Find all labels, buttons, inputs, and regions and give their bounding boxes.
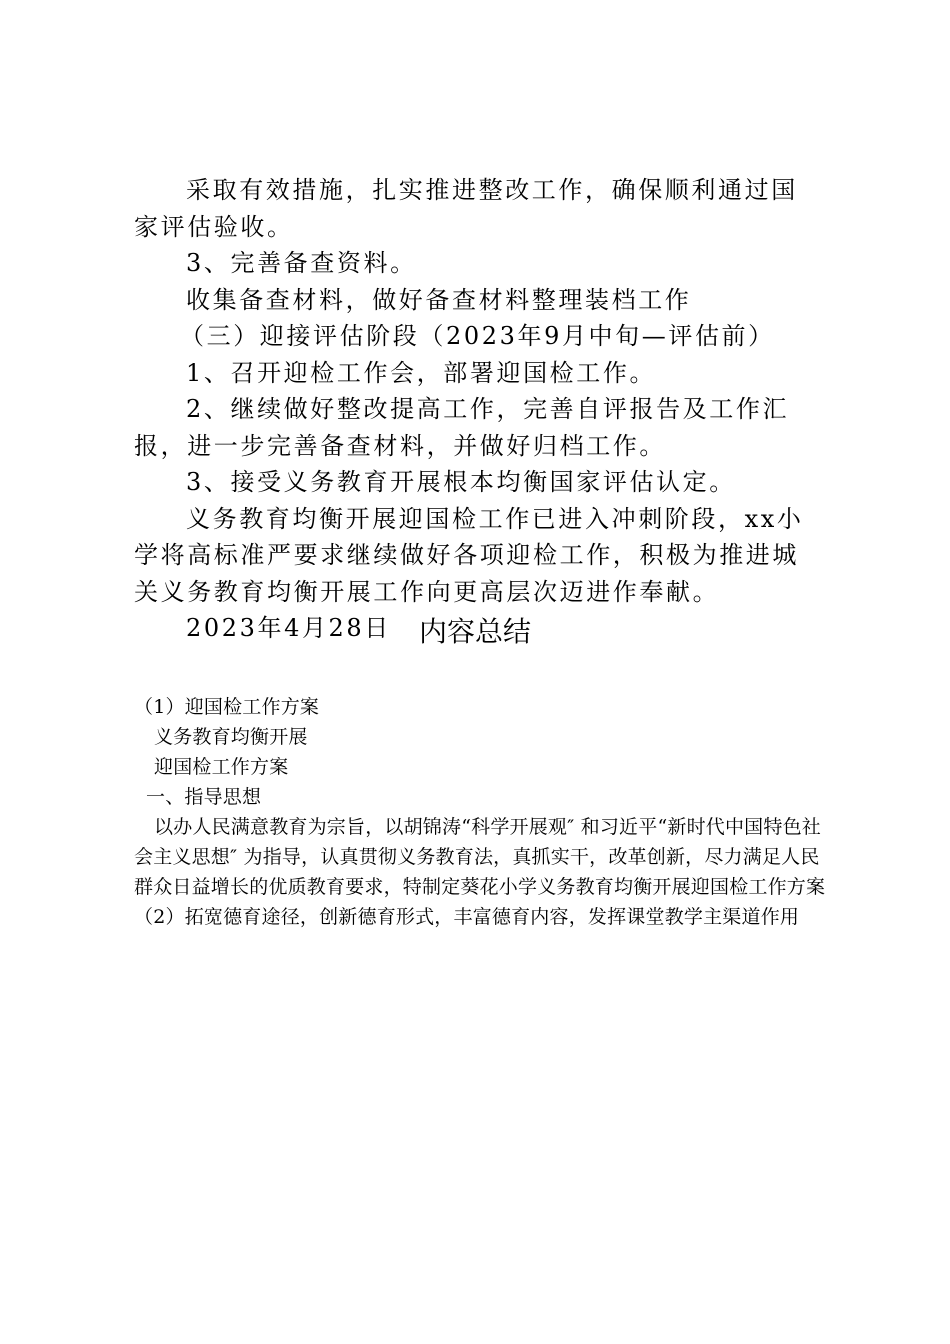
paragraph-item-2-rectification: 2、继续做好整改提高工作，完善自评报告及工作汇报，进一步完善备查材料，并做好归档工作。 (134, 395, 790, 460)
paragraph-conclusion: 义务教育均衡开展迎国检工作已进入冲刺阶段，xx小学将高标准严要求继续做好各项迎检工作，积极为推进城关义务教育均衡开展工作向更高层次迈进作奉献。 (134, 504, 804, 606)
section-heading-stage-three: （三）迎接评估阶段（2023年9月中旬—评估前） (180, 322, 775, 350)
paragraph-collect-materials: 收集备查材料，做好备查材料整理装档工作 (186, 285, 692, 314)
summary-body (134, 692, 834, 932)
paragraph-item-3-assessment: 3、接受义务教育开展根本均衡国家评估认定。 (186, 468, 736, 496)
document-body (134, 172, 824, 647)
document-date: 2023年4月28日 (186, 614, 391, 642)
summary-line: 义务教育均衡开展 (154, 726, 308, 748)
paragraph-item-3-materials: 3、完善备查资料。 (186, 249, 417, 277)
summary-line: 以办人民满意教育为宗旨，以胡锦涛“科学开展观″ 和习近平“新时代中国特色社会主义思想″ 为指导，认真贯彻义务教育法，真抓实干，改革创新，尽力满足人民群众日益增长的优质教育要求，特制定葵花小学义务教育均衡开展迎国检工作方案 (134, 816, 826, 898)
summary-line: 一、指导思想 (146, 786, 262, 808)
summary-line: 迎国检工作方案 (154, 756, 289, 778)
paragraph-item-1-meeting: 1、召开迎检工作会，部署迎国检工作。 (186, 358, 657, 387)
summary-line: （1）迎国检工作方案 (134, 696, 320, 718)
summary-title: 内容总结 (418, 615, 531, 648)
summary-line: （2）拓宽德育途径，创新德育形式，丰富德育内容，发挥课堂教学主渠道作用 (134, 906, 800, 928)
paragraph-measures: 采取有效措施，扎实推进整改工作，确保顺利通过国家评估验收。 (134, 176, 798, 241)
